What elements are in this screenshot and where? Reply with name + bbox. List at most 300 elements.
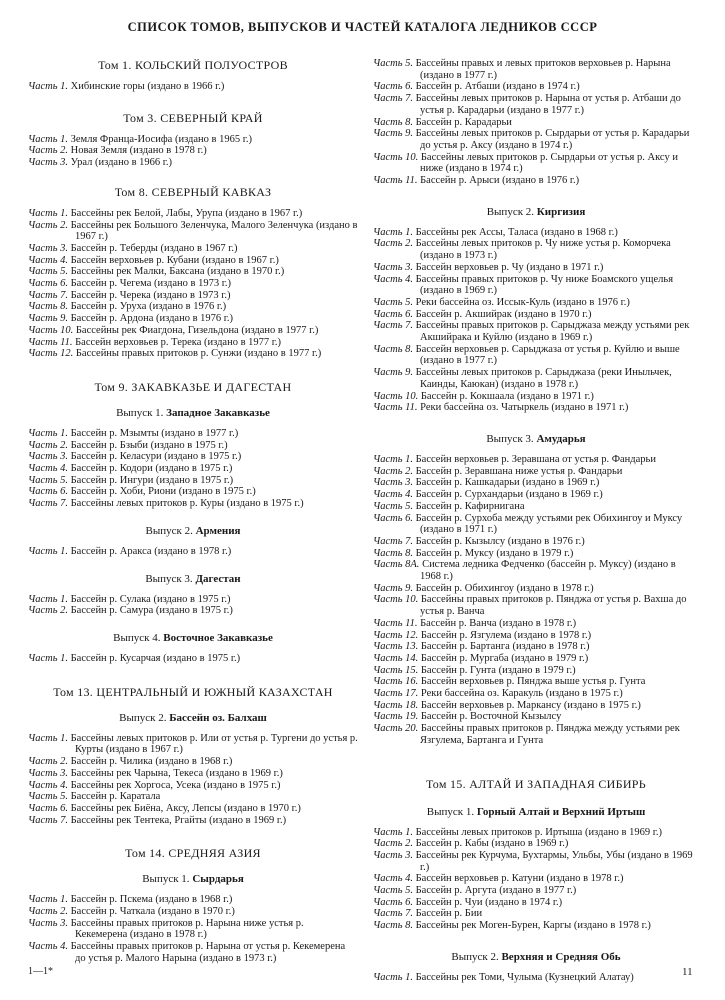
catalog-part-entry: [373, 391, 699, 403]
catalog-part-entry: [373, 711, 699, 723]
issue-label: Выпуск 1.: [142, 873, 190, 886]
part-number: [373, 665, 418, 676]
part-number-value: 7.: [405, 93, 414, 105]
part-text: Бассейн р. Арыси (издано в 1976 г.): [420, 175, 580, 187]
catalog-part-entry: [373, 838, 699, 850]
part-number: [373, 344, 413, 355]
part-number: [28, 266, 68, 277]
catalog-part-entry: [373, 344, 699, 367]
parts-list: [28, 428, 358, 510]
part-number-value: 20.: [405, 723, 419, 735]
part-label-word: Часть: [373, 873, 403, 885]
part-label-word: Часть: [28, 348, 58, 360]
catalog-part-entry: [28, 546, 358, 558]
catalog-part-entry: [28, 290, 358, 302]
part-text: Бассейны правых притоков р. Сарыджаза между устьями рек Акшийрака и Куйлю (издано в 1969 г.): [415, 320, 690, 344]
part-number-value: 4.: [405, 489, 414, 501]
part-text: Бассейн р. Кабы (издано в 1969 г.): [415, 838, 569, 850]
part-number: [28, 605, 68, 616]
catalog-part-entry: [28, 428, 358, 440]
part-number-value: 1.: [60, 545, 69, 557]
part-label-word: Часть: [373, 885, 403, 897]
parts-list: [28, 733, 358, 827]
catalog-part-entry: [28, 906, 358, 918]
part-text: Урал (издано в 1966 г.): [70, 157, 173, 169]
part-text: Бассейны левых притоков р. Сырдарьи от устья р. Карадарьи до устья р. Аксу (издано в 1974 г.): [415, 128, 690, 151]
parts-list: [28, 546, 358, 558]
part-number: [373, 653, 418, 664]
catalog-part-entry: [373, 309, 699, 321]
part-number: [373, 908, 413, 919]
part-number-value: 8.: [405, 116, 414, 128]
part-number: [28, 243, 68, 254]
parts-list: [373, 227, 699, 414]
catalog-part-entry: [28, 605, 358, 617]
part-text: Бассейны левых притоков р. Иртыша (издано в 1969 г.): [415, 826, 662, 838]
part-number-value: 11.: [405, 175, 418, 187]
part-label-word: Часть: [28, 157, 58, 169]
part-text: Земля Франца-Иосифа (издано в 1965 г.): [70, 133, 252, 145]
part-text: Бассейн р. Атбаши (издано в 1974 г.): [415, 81, 580, 93]
part-text: Бассейн р. Гунта (издано в 1979 г.): [420, 664, 576, 676]
part-number-value: 13.: [405, 641, 419, 653]
issue-title: [28, 712, 358, 724]
part-number: [373, 454, 413, 465]
part-number: [28, 220, 68, 231]
part-label-word: Часть: [28, 767, 58, 779]
parts-list: [373, 58, 699, 187]
part-label-word: Часть: [28, 242, 58, 254]
part-number-value: 4.: [60, 463, 69, 475]
part-number-value: 5.: [405, 885, 414, 897]
part-label-word: Часть: [373, 390, 403, 402]
part-label-word: Часть: [373, 594, 403, 606]
catalog-part-entry: [373, 873, 699, 885]
part-text: Новая Земля (издано в 1978 г.): [70, 145, 207, 157]
part-text: Бассейн р. Акшийрак (издано в 1970 г.): [415, 308, 592, 320]
part-number-value: 11.: [405, 402, 418, 414]
part-number: [373, 897, 413, 908]
part-number-value: 3.: [60, 767, 69, 779]
issue-label: Выпуск 3.: [486, 432, 534, 445]
part-label-word: Часть: [28, 732, 58, 744]
part-number: [373, 711, 418, 722]
part-label-word: Часть: [373, 688, 403, 700]
part-label-word: Часть: [28, 313, 58, 325]
part-text: Бассейн р. Чилика (издано в 1968 г.): [70, 756, 233, 768]
part-number: [373, 477, 413, 488]
issue-label: Выпуск 1.: [116, 406, 164, 419]
part-label-word: Часть: [373, 617, 403, 629]
part-number-value: 19.: [405, 711, 419, 723]
catalog-part-entry: [28, 894, 358, 906]
catalog-part-entry: [373, 489, 699, 501]
part-text: Бассейн р. Кодори (издано в 1975 г.): [70, 463, 233, 475]
part-number: [28, 906, 68, 917]
volume-title: Том 9. ЗАКАВКАЗЬЕ И ДАГЕСТАН: [94, 379, 292, 394]
part-number: [373, 676, 418, 687]
part-number-value: 8.: [60, 301, 69, 313]
part-number: [28, 594, 68, 605]
part-label-word: Часть: [373, 367, 403, 379]
part-label-word: Часть: [28, 906, 58, 918]
catalog-part-entry: [373, 93, 699, 116]
part-text: Бассейн р. Черека (издано в 1973 г.): [70, 289, 231, 301]
catalog-part-entry: [373, 897, 699, 909]
part-label-word: Часть: [28, 545, 58, 557]
part-number-value: 6.: [60, 802, 69, 814]
part-number: [373, 262, 413, 273]
issue-title: [373, 206, 699, 218]
part-number-value: 1.: [405, 826, 414, 838]
part-text: Бассейны правых притоков р. Сунжи (издано в 1977 г.): [75, 348, 322, 360]
part-number-value: 1.: [60, 894, 69, 906]
part-number: [373, 309, 413, 320]
issue-name: Верхняя и Средняя Обь: [501, 950, 621, 963]
part-text: Бассейны правых и левых притоков верховьев р. Нарына (издано в 1977 г.): [415, 58, 671, 81]
part-number: [28, 894, 68, 905]
issue-label: Выпуск 2.: [145, 524, 193, 537]
part-text: Бассейн р. Ингури (издано в 1975 г.): [70, 474, 234, 486]
part-label-word: Часть: [373, 151, 403, 163]
part-number: [28, 451, 68, 462]
issue-title: [28, 407, 358, 419]
part-number: [373, 920, 413, 931]
part-number-value: 8.: [405, 920, 414, 932]
catalog-part-entry: [28, 243, 358, 255]
part-number: [373, 81, 413, 92]
part-number: [373, 227, 413, 238]
part-number-value: 7.: [60, 498, 69, 510]
part-label-word: Часть: [28, 278, 58, 290]
catalog-part-entry: [373, 274, 699, 297]
volume-title: Том 1. КОЛЬСКИЙ ПОЛУОСТРОВ: [98, 58, 288, 72]
part-number: [28, 486, 68, 497]
parts-list: [373, 972, 699, 984]
part-text: Бассейн р. Уруха (издано в 1976 г.): [70, 301, 227, 313]
part-text: Бассейн р. Бии: [415, 908, 483, 920]
part-label-word: Часть: [373, 512, 403, 524]
part-number-value: 1.: [60, 593, 69, 605]
part-number-value: 9.: [405, 367, 414, 379]
catalog-part-entry: [28, 134, 358, 146]
issue-label: Выпуск 2.: [486, 205, 535, 218]
part-label-word: Часть: [373, 547, 403, 559]
part-number-value: 4.: [405, 273, 414, 285]
part-number-value: 5.: [60, 266, 69, 278]
part-text: Хибинские горы (издано в 1966 г.): [70, 81, 225, 92]
part-number-value: 7.: [405, 535, 414, 547]
part-number-value: 6.: [60, 278, 69, 290]
part-number: [28, 81, 68, 92]
part-text: Бассейны рек Фиагдона, Гизельдона (издано в 1977 г.): [75, 324, 319, 336]
issue-name: Западное Закавказье: [166, 406, 270, 419]
part-number-value: 3.: [60, 157, 69, 169]
part-number-value: 2.: [60, 756, 69, 768]
part-number: [28, 815, 68, 826]
catalog-part-entry: [373, 688, 699, 700]
part-label-word: Часть: [28, 207, 58, 219]
part-label-word: Часть: [373, 477, 403, 489]
part-label-word: Часть: [28, 81, 58, 92]
parts-list: [28, 653, 358, 665]
part-number: [373, 117, 413, 128]
catalog-part-entry: [373, 630, 699, 642]
part-number: [373, 274, 413, 285]
part-number: [373, 175, 418, 186]
part-label-word: Часть: [373, 320, 403, 332]
part-text: Бассейн р. Кызылсу (издано в 1976 г.): [415, 535, 585, 547]
part-text: Бассейн р. Ардона (издано в 1976 г.): [70, 313, 234, 325]
part-label-word: Часть: [373, 826, 403, 838]
part-number: [28, 208, 68, 219]
catalog-part-entry: [28, 733, 358, 756]
part-number-value: 5.: [405, 296, 414, 308]
part-number-value: 2.: [405, 838, 414, 850]
part-label-word: Часть: [28, 427, 58, 439]
part-number-value: 2.: [405, 465, 414, 477]
issue-title: [28, 632, 358, 644]
part-number-value: 1.: [60, 207, 69, 219]
part-number-value: 8.: [405, 547, 414, 559]
part-label-word: Часть: [28, 605, 58, 617]
catalog-part-entry: [28, 653, 358, 665]
part-number: [373, 58, 413, 69]
catalog-part-entry: [28, 780, 358, 792]
part-label-word: Часть: [28, 652, 58, 664]
part-number: [373, 513, 413, 524]
catalog-part-entry: [373, 653, 699, 665]
part-number-value: 3.: [60, 917, 69, 929]
part-number: [373, 367, 413, 378]
catalog-part-entry: [28, 220, 358, 243]
part-number-value: 6.: [405, 512, 414, 524]
part-number: [28, 290, 68, 301]
part-number: [373, 885, 413, 896]
part-text: Бассейн р. Сулака (издано в 1975 г.): [70, 593, 231, 605]
part-text: Бассейн р. Кашкадарьи (издано в 1969 г.): [415, 477, 600, 489]
part-text: Реки бассейна оз. Каракуль (издано в 1975 г.): [420, 688, 623, 700]
part-text: Бассейны левых притоков р. Нарына от устья р. Атбаши до устья р. Карадарьи (издано в 1977 г.): [415, 93, 681, 116]
part-label-word: Часть: [28, 266, 58, 278]
part-label-word: Часть: [373, 343, 403, 355]
part-number-value: 4.: [60, 254, 69, 266]
part-text: Бассейны правых притоков р. Чу ниже Боамского ущелья (издано в 1969 г.): [415, 273, 674, 297]
part-label-word: Часть: [373, 849, 403, 861]
part-number: [373, 594, 418, 605]
part-label-word: Часть: [373, 676, 403, 688]
part-text: Бассейн р. Восточной Кызылсу: [420, 711, 562, 723]
part-number-value: 5.: [405, 58, 414, 69]
part-label-word: Часть: [373, 582, 403, 594]
part-number-value: 1.: [405, 453, 414, 465]
parts-list: [28, 894, 358, 964]
part-text: Бассейны рек Хоргоса, Усека (издано в 1975 г.): [70, 779, 281, 791]
part-label-word: Часть: [373, 664, 403, 676]
part-text: Бассейн р. Мзымты (издано в 1977 г.): [70, 427, 239, 439]
part-label-word: Часть: [373, 296, 403, 308]
part-label-word: Часть: [373, 93, 403, 105]
issue-label: Выпуск 3.: [145, 572, 193, 585]
issue-name: Амударья: [536, 432, 586, 445]
part-text: Бассейн верховьев р. Катуни (издано в 1978 г.): [415, 873, 624, 885]
part-number: [28, 145, 68, 156]
part-label-word: Часть: [28, 133, 58, 145]
part-label-word: Часть: [28, 756, 58, 768]
part-number: [28, 475, 68, 486]
part-number: [28, 348, 73, 359]
part-number-value: 2.: [60, 145, 69, 157]
part-number-value: 3.: [405, 261, 414, 273]
part-text: Бассейн р. Хоби, Риони (издано в 1975 г.): [70, 486, 256, 498]
part-number: [28, 768, 68, 779]
issue-title: [373, 433, 699, 445]
part-text: Бассейн р. Чегема (издано в 1973 г.): [70, 278, 231, 290]
part-number-value: 4.: [405, 873, 414, 885]
part-number-value: 9.: [60, 313, 69, 325]
catalog-part-entry: [28, 803, 358, 815]
part-text: Бассейны рек Томи, Чулыма (Кузнецкий Алатау): [415, 971, 634, 983]
catalog-part-entry: [373, 175, 699, 187]
catalog-part-entry: [373, 454, 699, 466]
right-column: [373, 58, 699, 984]
part-text: Бассейн р. Обихингоу (издано в 1978 г.): [415, 582, 594, 594]
catalog-part-entry: [28, 918, 358, 941]
part-label-word: Часть: [373, 58, 403, 69]
part-text: Бассейн р. Каратала: [70, 791, 161, 803]
part-label-word: Часть: [28, 439, 58, 451]
part-label-word: Часть: [373, 500, 403, 512]
catalog-part-entry: [373, 262, 699, 274]
part-text: Бассейн р. Язгулема (издано в 1978 г.): [420, 629, 592, 641]
part-number: [28, 278, 68, 289]
part-number: [373, 93, 413, 104]
volume-title: Том 14. СРЕДНЯЯ АЗИЯ: [125, 846, 261, 861]
part-label-word: Часть: [373, 641, 403, 653]
catalog-part-entry: [373, 972, 699, 984]
part-number-value: 9.: [405, 128, 414, 140]
catalog-part-entry: [373, 700, 699, 712]
part-number: [28, 337, 73, 348]
catalog-part-entry: [373, 466, 699, 478]
issue-name: Бассейн оз. Балхаш: [169, 711, 267, 724]
part-label-word: Часть: [373, 652, 403, 664]
part-number-value: 16.: [405, 676, 419, 688]
part-text: Реки бассейна оз. Чатыркель (издано в 1971 г.): [420, 402, 629, 414]
part-number: [373, 641, 418, 652]
part-number: [28, 941, 68, 952]
part-number: [373, 466, 413, 477]
catalog-part-entry: [28, 463, 358, 475]
parts-list: [28, 594, 358, 617]
catalog-part-entry: [28, 756, 358, 768]
part-number: [28, 255, 68, 266]
part-text: Бассейн верховьев р. Сарыджаза от устья р. Куйлю и выше (издано в 1977 г.): [415, 343, 680, 367]
part-label-word: Часть: [28, 219, 58, 231]
part-label-word: Часть: [373, 629, 403, 641]
part-number-value: 6.: [405, 308, 414, 320]
issue-name: Киргизия: [536, 205, 586, 218]
part-text: Бассейны правых притоков р. Пянджа от устья р. Вахша до устья р. Ванча: [420, 594, 687, 618]
part-text: Бассейн р. Зеравшана ниже устья р. Фандарьи: [415, 465, 623, 477]
part-number-value: 14.: [405, 652, 419, 664]
catalog-part-entry: [373, 548, 699, 560]
part-number: [28, 733, 68, 744]
part-number: [373, 583, 413, 594]
part-number-value: 2.: [60, 605, 69, 617]
part-number-value: 18.: [405, 699, 419, 711]
part-label-word: Часть: [373, 489, 403, 501]
part-text: Бассейн верховьев р. Чу (издано в 1971 г.): [415, 261, 604, 273]
catalog-part-entry: [373, 665, 699, 677]
catalog-part-entry: [373, 641, 699, 653]
catalog-part-entry: [373, 117, 699, 129]
part-text: Бассейны левых притоков р. Сарыджаза (реки Иныльчек, Каинды, Каюкан) (издано в 1978 г.): [415, 367, 672, 390]
catalog-part-entry: [28, 266, 358, 278]
part-label-word: Часть: [28, 451, 58, 463]
volume-title: Том 8. СЕВЕРНЫЙ КАВКАЗ: [114, 184, 272, 199]
part-label-word: Часть: [373, 273, 403, 285]
issue-name: Горный Алтай и Верхний Иртыш: [476, 805, 646, 818]
part-number: [28, 325, 73, 336]
part-text: Бассейны рек Малки, Баксана (издано в 1970 г.): [70, 266, 285, 278]
catalog-part-entry: [373, 618, 699, 630]
catalog-part-entry: [373, 81, 699, 93]
part-text: Бассейн р. Чуи (издано в 1974 г.): [415, 896, 563, 908]
catalog-part-entry: [373, 676, 699, 688]
part-number-value: 4.: [60, 941, 69, 953]
catalog-part-entry: [28, 255, 358, 267]
part-label-word: Часть: [28, 324, 58, 336]
part-number: [373, 536, 413, 547]
part-label-word: Часть: [373, 128, 403, 140]
part-label-word: Часть: [28, 894, 58, 906]
part-text: Бассейны левых притоков р. Сырдарьи от устья р. Аксу и ниже (издано в 1974 г.): [420, 151, 678, 175]
part-text: Бассейны левых притоков р. Или от устья р. Тургени до устья р. Курты (издано в 1967 г.): [70, 732, 358, 756]
part-label-word: Часть: [28, 814, 58, 826]
part-number: [373, 489, 413, 500]
part-text: Бассейн р. Теберды (издано в 1967 г.): [70, 242, 238, 254]
part-number-value: 9.: [405, 582, 414, 594]
part-label-word: Часть: [28, 917, 58, 929]
part-number: [373, 548, 413, 559]
part-number-value: 2.: [60, 219, 69, 231]
part-text: Бассейн р. Кафирнигана: [415, 500, 525, 512]
catalog-part-entry: [28, 475, 358, 487]
catalog-part-entry: [373, 850, 699, 873]
part-number: [373, 873, 413, 884]
catalog-part-entry: [373, 58, 699, 81]
part-label-word: Часть: [373, 971, 403, 983]
part-number-value: 8.: [405, 343, 414, 355]
part-label-word: Часть: [373, 238, 403, 250]
part-text: Бассейны левых притоков р. Чу ниже устья р. Коморчека (издано в 1973 г.): [415, 238, 671, 262]
issue-name: Восточное Закавказье: [163, 631, 273, 644]
part-label-word: Часть: [28, 486, 58, 498]
part-number-value: 11.: [405, 617, 418, 629]
part-label-word: Часть: [373, 116, 403, 128]
part-text: Бассейны левых притоков р. Куры (издано в 1975 г.): [70, 498, 304, 510]
part-text: Бассейн верховьев р. Маркансу (издано в 1975 г.): [420, 699, 641, 711]
part-label-word: Часть: [28, 498, 58, 510]
part-number: [373, 723, 418, 734]
part-text: Бассейн р. Муксу (издано в 1979 г.): [415, 547, 574, 559]
part-label-word: Часть: [373, 465, 403, 477]
catalog-part-entry: [28, 498, 358, 510]
part-number-value: 3.: [405, 477, 414, 489]
issue-name: Армения: [195, 524, 241, 537]
part-text: Бассейн р. Келасури (издано в 1975 г.): [70, 451, 242, 463]
